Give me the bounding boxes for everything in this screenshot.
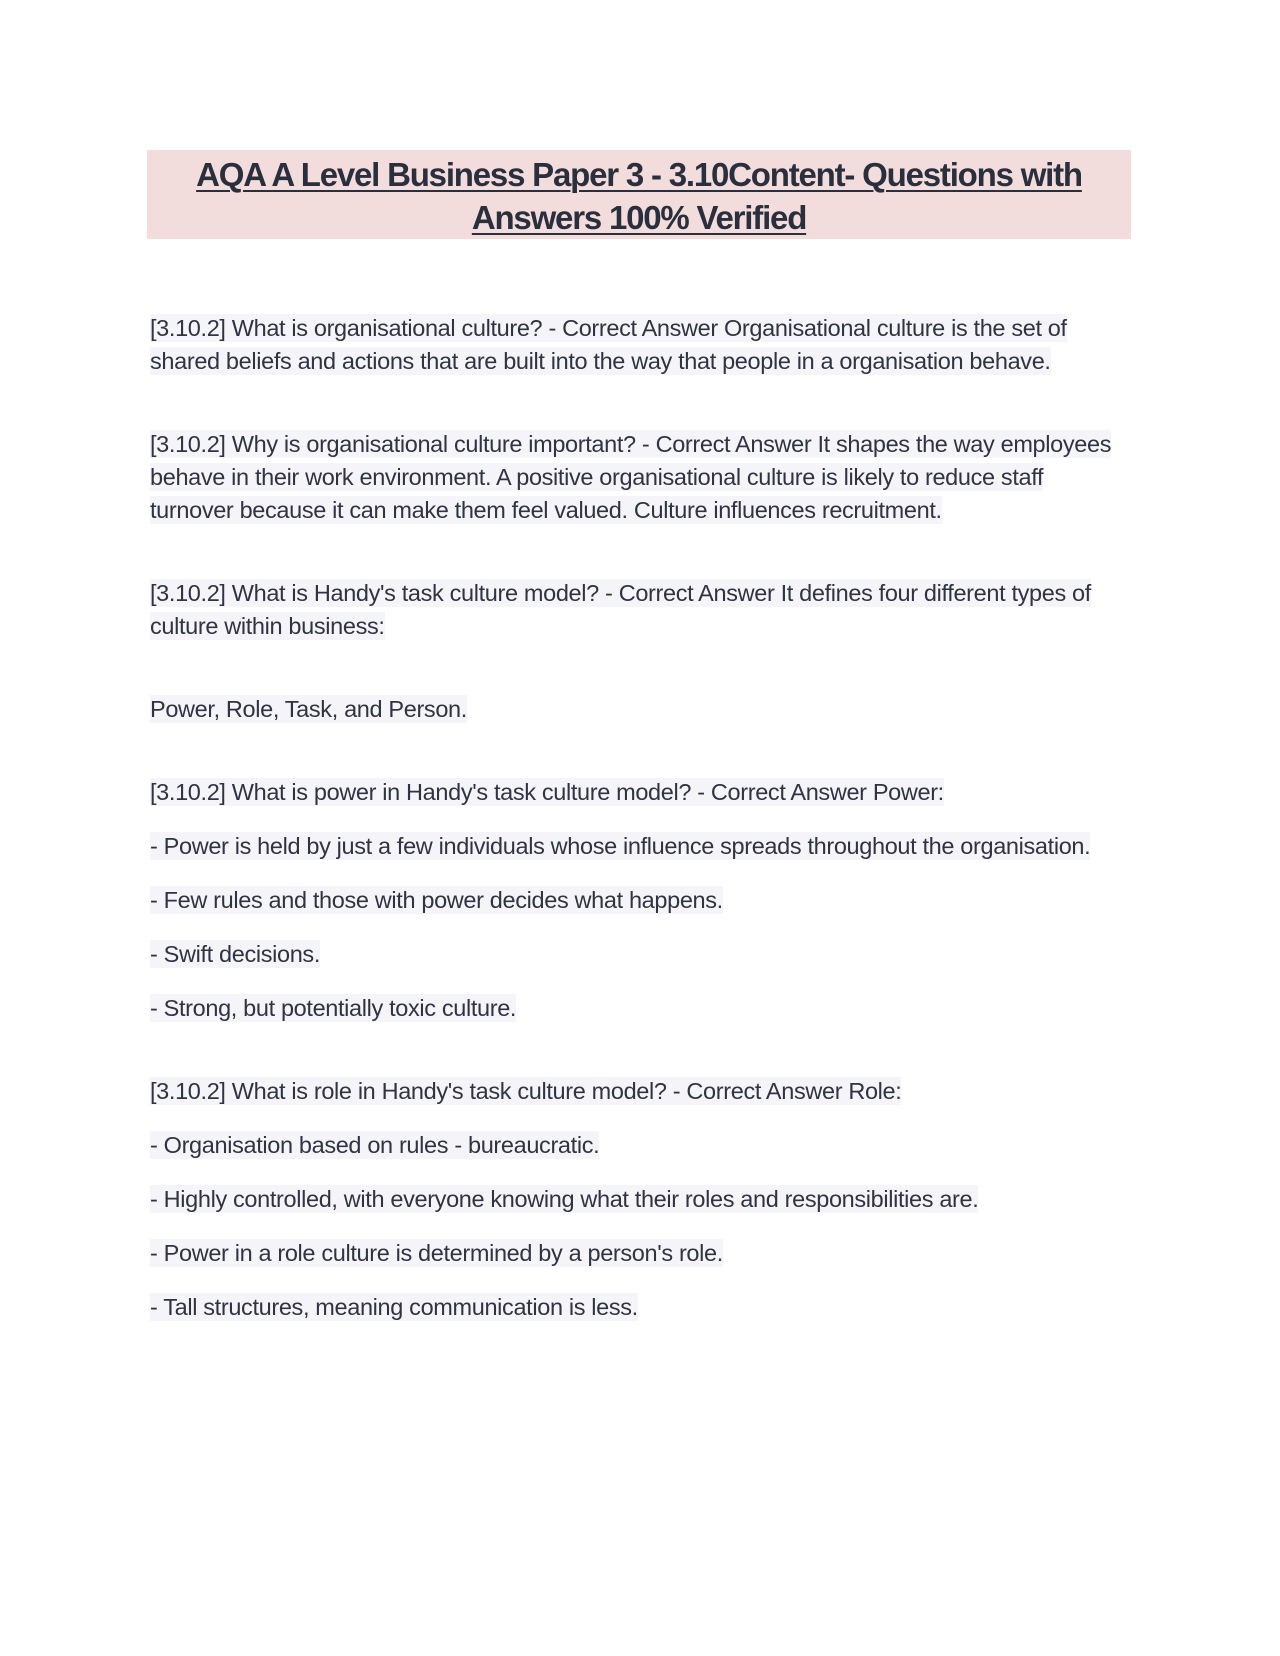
bullet-text: - Power is held by just a few individuals whose influence spreads throughout the organisation. [150, 833, 1091, 859]
qa-text: [3.10.2] What is role in Handy's task culture model? - Correct Answer Role: [150, 1078, 902, 1104]
bullet-text: - Few rules and those with power decides what happens. [150, 887, 723, 913]
title-line-2: Answers 100% Verified [471, 199, 807, 236]
bullet-item [150, 1129, 1130, 1162]
bullet-item [150, 884, 1130, 917]
bullet-text: - Power in a role culture is determined by a person's role. [150, 1240, 723, 1266]
qa-item-2 [150, 428, 1130, 527]
qa-item-1 [150, 312, 1130, 378]
bullet-item [150, 938, 1130, 971]
qa-text: [3.10.2] What is Handy's task culture model? - Correct Answer It defines four different types of culture within business: [150, 580, 1091, 639]
qa-text: [3.10.2] Why is organisational culture important? - Correct Answer It shapes the way employees behave in their work environment. A positive organisational culture is likely to reduce staff turnover because it can make them feel valued. Culture influences recruitment. [150, 431, 1112, 523]
bullet-item [150, 1291, 1130, 1324]
title-line-1: AQA A Level Business Paper 3 - 3.10Content- Questions with [196, 156, 1082, 193]
bullet-text: - Highly controlled, with everyone knowing what their roles and responsibilities are. [150, 1186, 979, 1212]
document-title [147, 150, 1131, 239]
qa-text: [3.10.2] What is organisational culture? - Correct Answer Organisational culture is the set of shared beliefs and actions that are built into the way that people in a organisation behave. [150, 315, 1067, 374]
bullet-item [150, 830, 1130, 863]
bullet-text: - Tall structures, meaning communication is less. [150, 1294, 638, 1320]
qa-item-4 [150, 776, 1130, 809]
bullet-text: - Organisation based on rules - bureaucratic. [150, 1132, 600, 1158]
qa-item-5 [150, 1075, 1130, 1108]
bullet-text: - Swift decisions. [150, 941, 321, 967]
qa-extra-text: Power, Role, Task, and Person. [150, 696, 467, 722]
qa-item-3-extra [150, 693, 1130, 726]
qa-text: [3.10.2] What is power in Handy's task culture model? - Correct Answer Power: [150, 779, 944, 805]
bullet-text: - Strong, but potentially toxic culture. [150, 995, 517, 1021]
qa-item-3 [150, 577, 1130, 643]
bullet-item [150, 1237, 1130, 1270]
bullet-item [150, 1183, 1130, 1216]
qa-content [150, 312, 1130, 1324]
bullet-item [150, 992, 1130, 1025]
